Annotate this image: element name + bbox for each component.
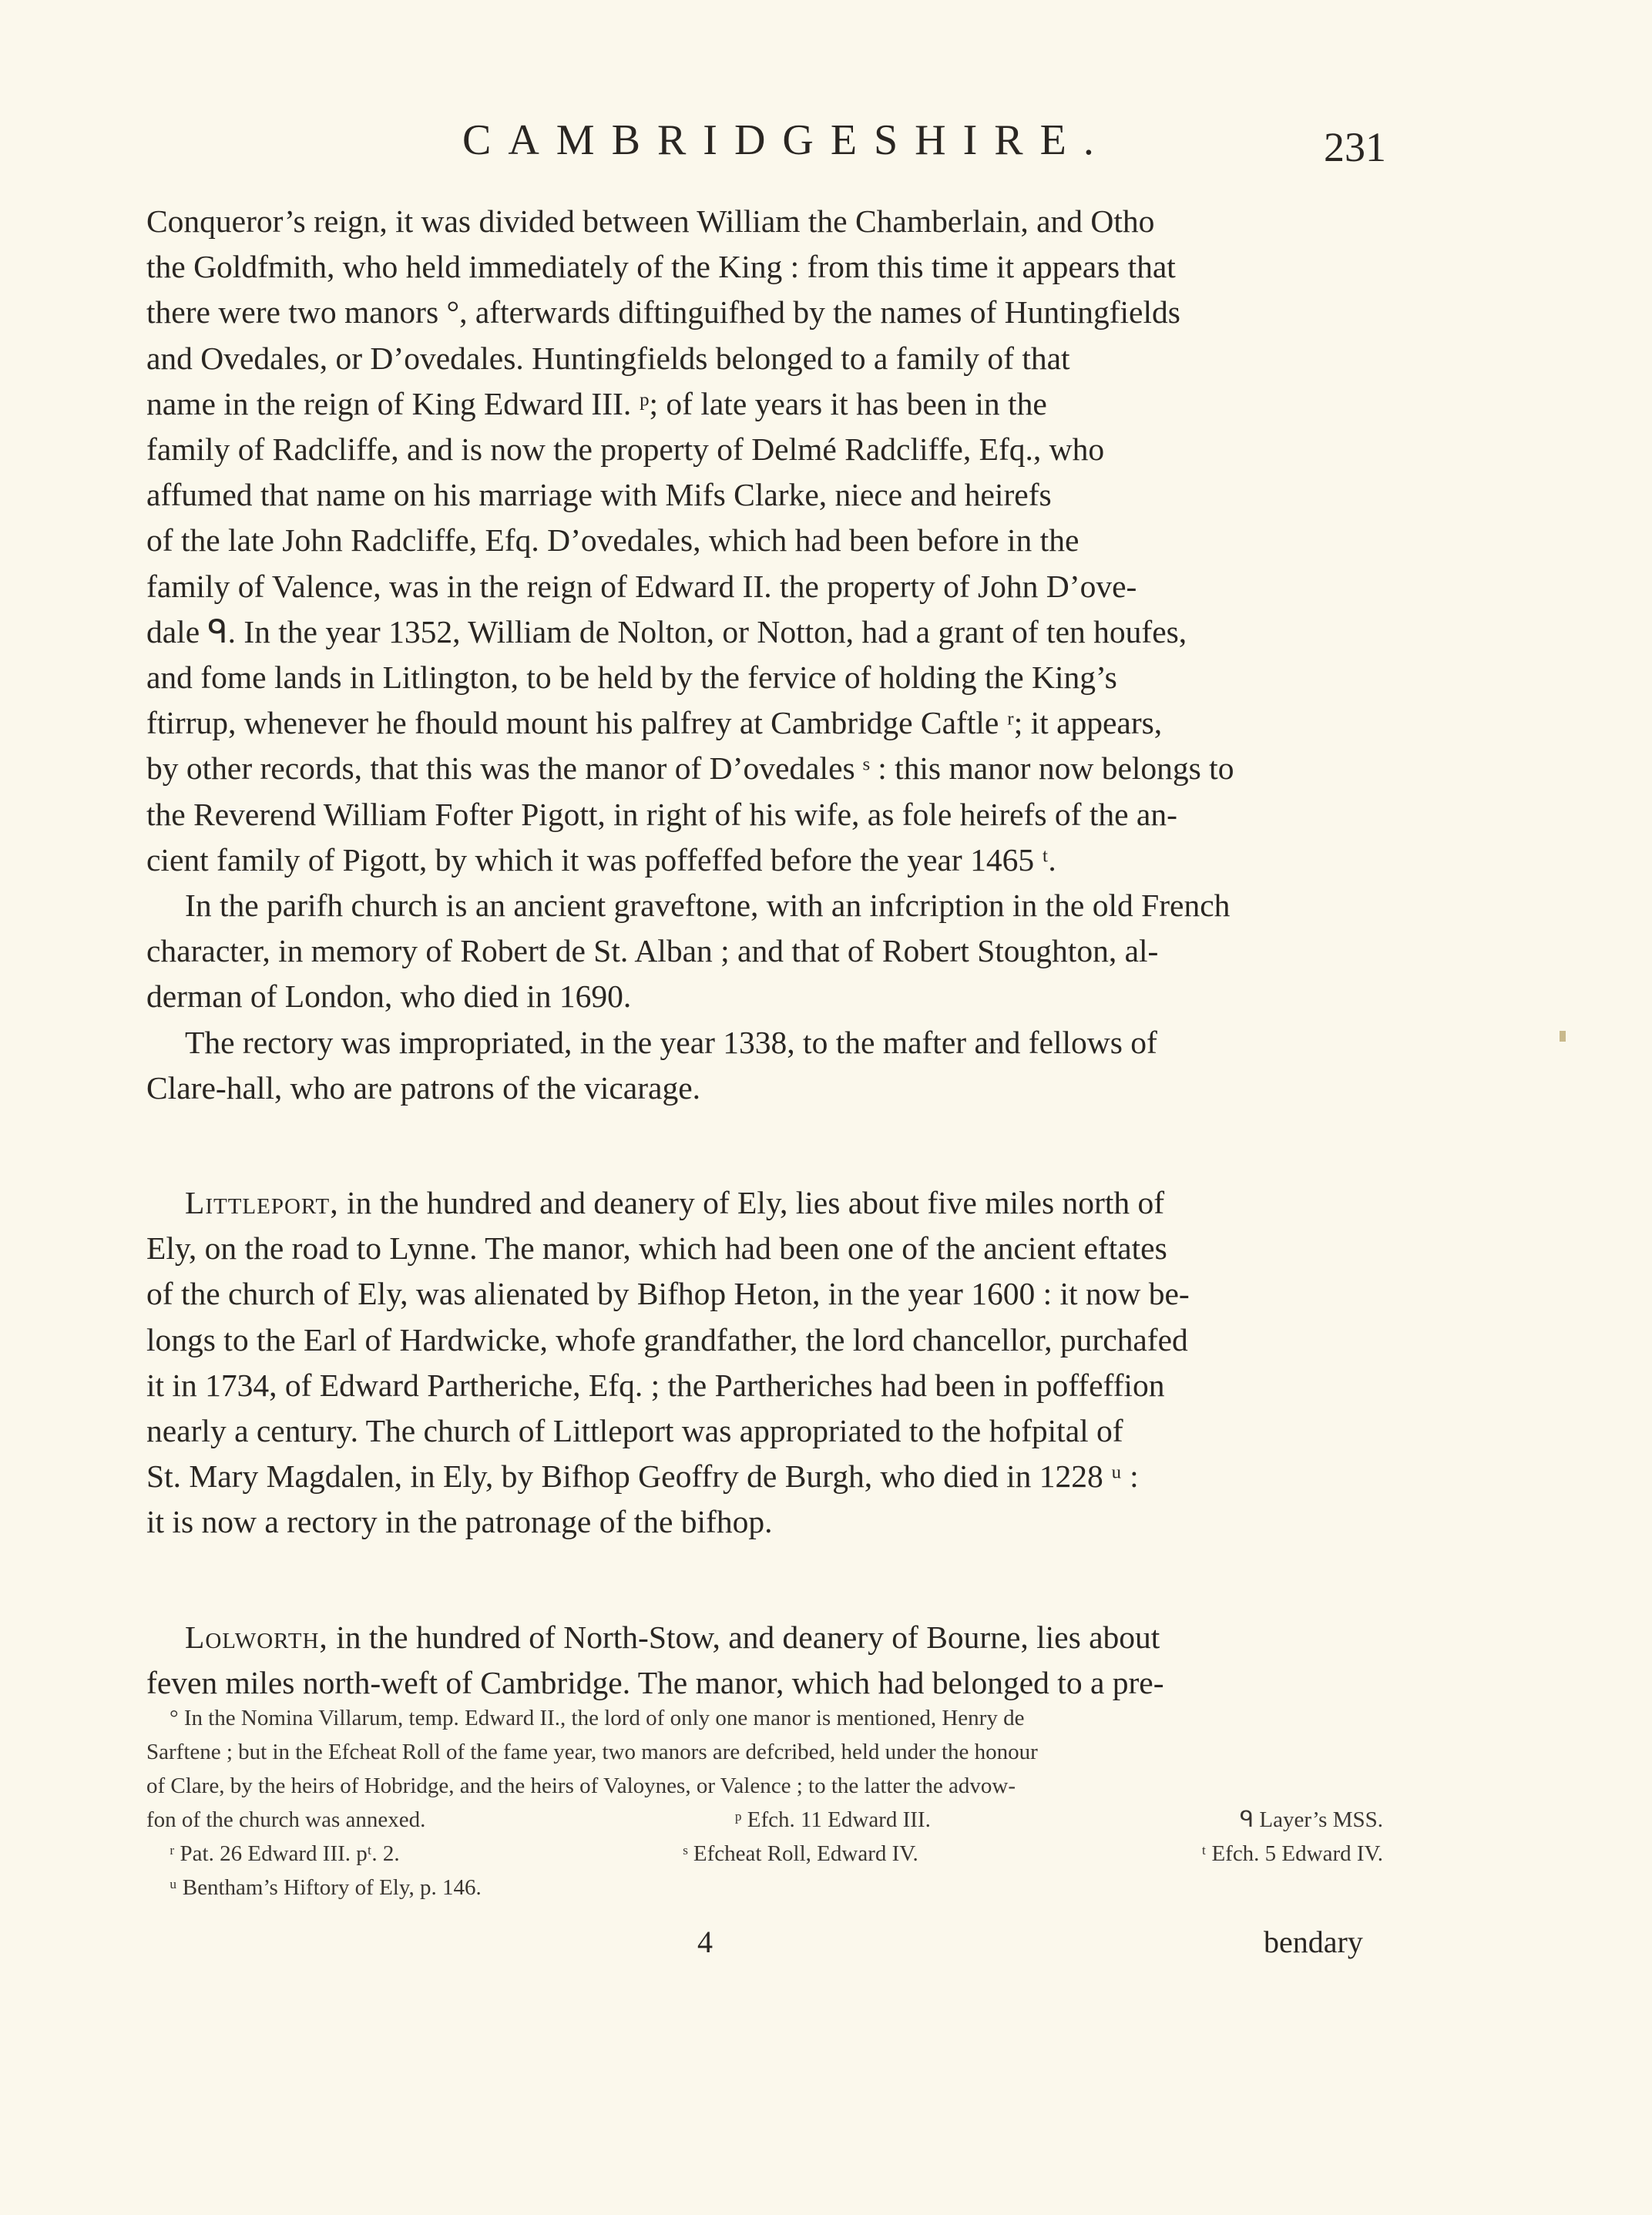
text-line: character, in memory of Robert de St. Alban ; and that of Robert Stoughton, al- xyxy=(146,933,1159,969)
text-line: the Goldfmith, who held immediately of the King : from this time it appears that xyxy=(146,249,1176,285)
text-line: it in 1734, of Edward Partheriche, Efq. ; the Partheriches had been in poffeffion xyxy=(146,1367,1165,1403)
text-run: in the hundred of North-Stow, and deanery of Bourne, lies about xyxy=(336,1619,1160,1655)
text-line: nearly a century. The church of Littleport was appropriated to the hofpital of xyxy=(146,1413,1123,1449)
text-line: Conqueror’s reign, it was divided between William the Chamberlain, and Otho xyxy=(146,203,1155,239)
text-line: The rectory was impropriated, in the year 1338, to the mafter and fellows of xyxy=(185,1024,1157,1060)
text-line: of the church of Ely, was alienated by Bifhop Heton, in the year 1600 : it now be- xyxy=(146,1276,1190,1312)
text-line: longs to the Earl of Hardwicke, whofe grandfather, the lord chancellor, purchafed xyxy=(146,1321,1188,1358)
paragraph-gap xyxy=(146,1545,1383,1615)
footnote-line: of Clare, by the heirs of Hobridge, and the heirs of Valoynes, or Valence ; to the latter the advow- xyxy=(146,1774,1016,1798)
catchword: bendary xyxy=(1264,1925,1363,1959)
footnote-line: ᵘ Bentham’s Hiftory of Ely, p. 146. xyxy=(170,1875,482,1900)
place-heading: Littleport, xyxy=(185,1185,339,1221)
text-line: dale ᑫ. In the year 1352, William de Nolton, or Notton, had a grant of ten houfes, xyxy=(146,613,1187,649)
margin-mark xyxy=(1560,1031,1566,1042)
text-line: name in the reign of King Edward III. ᵖ; of late years it has been in the xyxy=(146,385,1047,421)
paragraph xyxy=(146,1020,1383,1111)
footnote: ᵖ Efch. 11 Edward III. xyxy=(734,1807,931,1832)
paragraph-gap xyxy=(146,1111,1383,1180)
footnote-row xyxy=(146,1837,1383,1871)
text-line: feven miles north-weft of Cambridge. The manor, which had belonged to a pre- xyxy=(146,1664,1164,1700)
place-heading: Lolworth, xyxy=(185,1619,328,1655)
text-line: In the parifh church is an ancient graveftone, with an infcription in the old French xyxy=(185,888,1231,924)
paragraph xyxy=(146,1180,1383,1545)
footnote: ᵗ Efch. 5 Edward IV. xyxy=(1201,1841,1383,1866)
text-line: derman of London, who died in 1690. xyxy=(146,978,632,1015)
paragraph xyxy=(146,1615,1383,1706)
footnote: ᑫ Layer’s MSS. xyxy=(1239,1807,1383,1832)
text-line xyxy=(146,1180,1383,1226)
page-number: 231 xyxy=(1324,124,1386,170)
text-line: it is now a rectory in the patronage of the bifhop. xyxy=(146,1504,773,1540)
text-line: Clare-hall, who are patrons of the vicarage. xyxy=(146,1069,701,1106)
text-line: cient family of Pigott, by which it was poffeffed before the year 1465 ᵗ. xyxy=(146,841,1056,878)
text-line: and Ovedales, or D’ovedales. Huntingfields belonged to a family of that xyxy=(146,340,1070,376)
signature-mark: 4 xyxy=(697,1925,713,1959)
text-line: affumed that name on his marriage with Mifs Clarke, niece and heirefs xyxy=(146,477,1052,513)
text-line: St. Mary Magdalen, in Ely, by Bifhop Geoffry de Burgh, who died in 1228 ᵘ : xyxy=(146,1458,1139,1495)
text-line: family of Valence, was in the reign of Edward II. the property of John D’ove- xyxy=(146,568,1137,604)
main-text xyxy=(146,199,1383,1706)
text-line xyxy=(146,1615,1383,1660)
text-line: there were two manors °, afterwards diftinguifhed by the names of Huntingfields xyxy=(146,294,1180,331)
text-line: by other records, that this was the manor of D’ovedales ˢ : this manor now belongs to xyxy=(146,750,1234,787)
footnote: ʳ Pat. 26 Edward III. pᵗ. 2. xyxy=(170,1841,400,1866)
paragraph xyxy=(146,199,1383,883)
text-line: Ely, on the road to Lynne. The manor, which had been one of the ancient eftates xyxy=(146,1230,1167,1267)
footnote-row xyxy=(146,1803,1383,1837)
text-line: ftirrup, whenever he fhould mount his palfrey at Cambridge Caftle ʳ; it appears, xyxy=(146,705,1163,741)
footnote-line: Sarftene ; but in the Efcheat Roll of the fame year, two manors are defcribed, held under the honour xyxy=(146,1740,1038,1764)
footnote: ˢ Efcheat Roll, Edward IV. xyxy=(683,1841,918,1866)
footnote: fon of the church was annexed. xyxy=(146,1807,426,1832)
text-line: the Reverend William Fofter Pigott, in right of his wife, as fole heirefs of the an- xyxy=(146,796,1177,832)
text-run: in the hundred and deanery of Ely, lies about five miles north of xyxy=(347,1185,1165,1221)
running-title: CAMBRIDGESHIRE. xyxy=(462,116,1111,164)
footnotes xyxy=(146,1701,1383,1905)
text-line: and fome lands in Litlington, to be held by the fervice of holding the King’s xyxy=(146,659,1117,696)
footnote-line: ° In the Nomina Villarum, temp. Edward II., the lord of only one manor is mentioned, Henry de xyxy=(170,1706,1025,1730)
text-line: family of Radcliffe, and is now the property of Delmé Radcliffe, Efq., who xyxy=(146,431,1105,468)
text-line: of the late John Radcliffe, Efq. D’ovedales, which had been before in the xyxy=(146,522,1080,559)
paragraph xyxy=(146,883,1383,1020)
